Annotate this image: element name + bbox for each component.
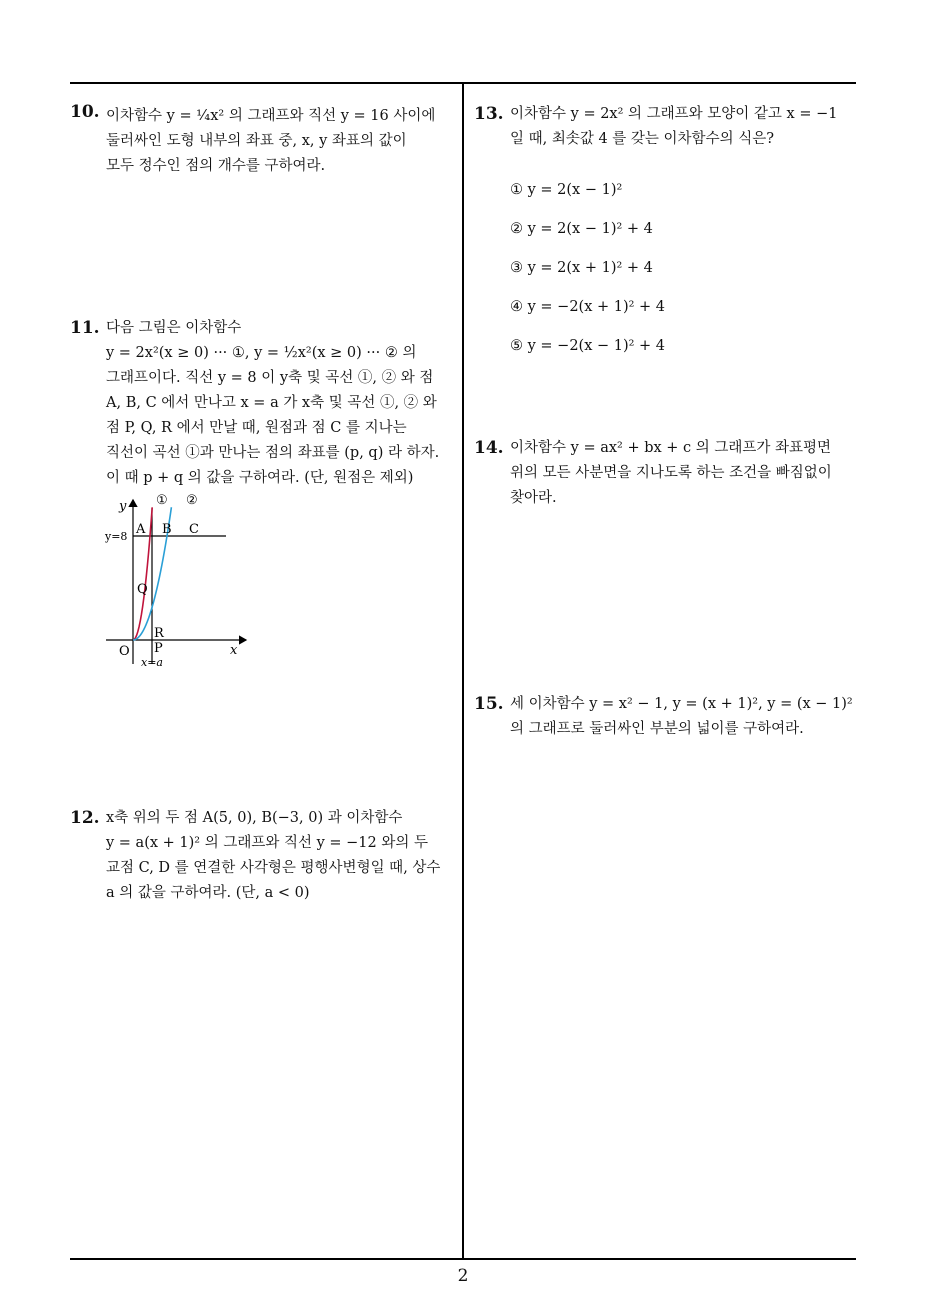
choice-3[interactable]: ③ y = 2(x + 1)² + 4 — [510, 260, 653, 276]
bottom-rule — [70, 1258, 856, 1260]
choice-5[interactable]: ⑤ y = −2(x − 1)² + 4 — [510, 338, 666, 354]
curve-2-label: ② — [186, 493, 198, 508]
problem-number: 13. — [474, 104, 504, 124]
choice-4[interactable]: ④ y = −2(x + 1)² + 4 — [510, 299, 666, 315]
problem-line: 의 그래프로 둘러싸인 부분의 넓이를 구하여라. — [510, 721, 804, 737]
point-p-label: P — [154, 641, 163, 656]
y-axis-label: y — [119, 499, 127, 514]
point-r-label: R — [154, 626, 164, 641]
problem-line: 세 이차함수 y = x² − 1, y = (x + 1)², y = (x − 1)² — [510, 696, 853, 712]
column-divider — [462, 82, 464, 1260]
problem-line: 교점 C, D 를 연결한 사각형은 평행사변형일 때, 상수 — [106, 860, 441, 876]
problem-line: 직선이 곡선 ①과 만나는 점의 좌표를 (p, q) 라 하자. — [106, 445, 440, 461]
problem-line: 이차함수 y = 2x² 의 그래프와 모양이 같고 x = −1 — [510, 106, 838, 122]
problem-line: 일 때, 최솟값 4 를 갖는 이차함수의 식은? — [510, 131, 774, 147]
problem-number: 10. — [70, 102, 100, 122]
line-y8-label: y=8 — [105, 530, 128, 543]
x-axis-label: x — [230, 643, 238, 658]
problem-line: a 의 값을 구하여라. (단, a < 0) — [106, 885, 310, 901]
problem-line: x축 위의 두 점 A(5, 0), B(−3, 0) 과 이차함수 — [106, 810, 403, 826]
origin-label: O — [119, 644, 130, 659]
problem-line: 둘러싸인 도형 내부의 좌표 중, x, y 좌표의 값이 — [106, 133, 407, 149]
parabola-figure — [100, 488, 260, 670]
problem-line: y = 2x²(x ≥ 0) ··· ①, y = ½x²(x ≥ 0) ··· ② 의 — [106, 345, 417, 361]
problem-line: 점 P, Q, R 에서 만날 때, 원점과 점 C 를 지나는 — [106, 420, 407, 436]
problem-line: 이차함수 y = ¹⁄₄x² 의 그래프와 직선 y = 16 사이에 — [106, 108, 436, 124]
problem-line: 그래프이다. 직선 y = 8 이 y축 및 곡선 ①, ② 와 점 — [106, 370, 434, 386]
point-q-label: Q — [137, 582, 148, 597]
problem-line: 다음 그림은 이차함수 — [106, 320, 242, 336]
problem-line: y = a(x + 1)² 의 그래프와 직선 y = −12 와의 두 — [106, 835, 428, 851]
point-c-label: C — [189, 522, 199, 537]
choice-2[interactable]: ② y = 2(x − 1)² + 4 — [510, 221, 653, 237]
problem-number: 14. — [474, 438, 504, 458]
problem-number: 12. — [70, 808, 100, 828]
problem-line: 찾아라. — [510, 490, 557, 506]
point-a-label: A — [136, 522, 146, 537]
problem-line: 모두 정수인 점의 개수를 구하여라. — [106, 158, 326, 174]
page-number: 2 — [457, 1266, 469, 1286]
problem-number: 11. — [70, 318, 100, 338]
line-xa-label: x=a — [141, 656, 163, 669]
problem-number: 15. — [474, 694, 504, 714]
curve-1-label: ① — [156, 493, 168, 508]
point-b-label: B — [162, 522, 172, 537]
problem-line: 위의 모든 사분면을 지나도록 하는 조건을 빠짐없이 — [510, 465, 832, 481]
problem-line: 이차함수 y = ax² + bx + c 의 그래프가 좌표평면 — [510, 440, 832, 456]
problem-line: A, B, C 에서 만나고 x = a 가 x축 및 곡선 ①, ② 와 — [106, 395, 437, 411]
choice-1[interactable]: ① y = 2(x − 1)² — [510, 182, 623, 198]
problem-line: 이 때 p + q 의 값을 구하여라. (단, 원점은 제외) — [106, 470, 414, 486]
